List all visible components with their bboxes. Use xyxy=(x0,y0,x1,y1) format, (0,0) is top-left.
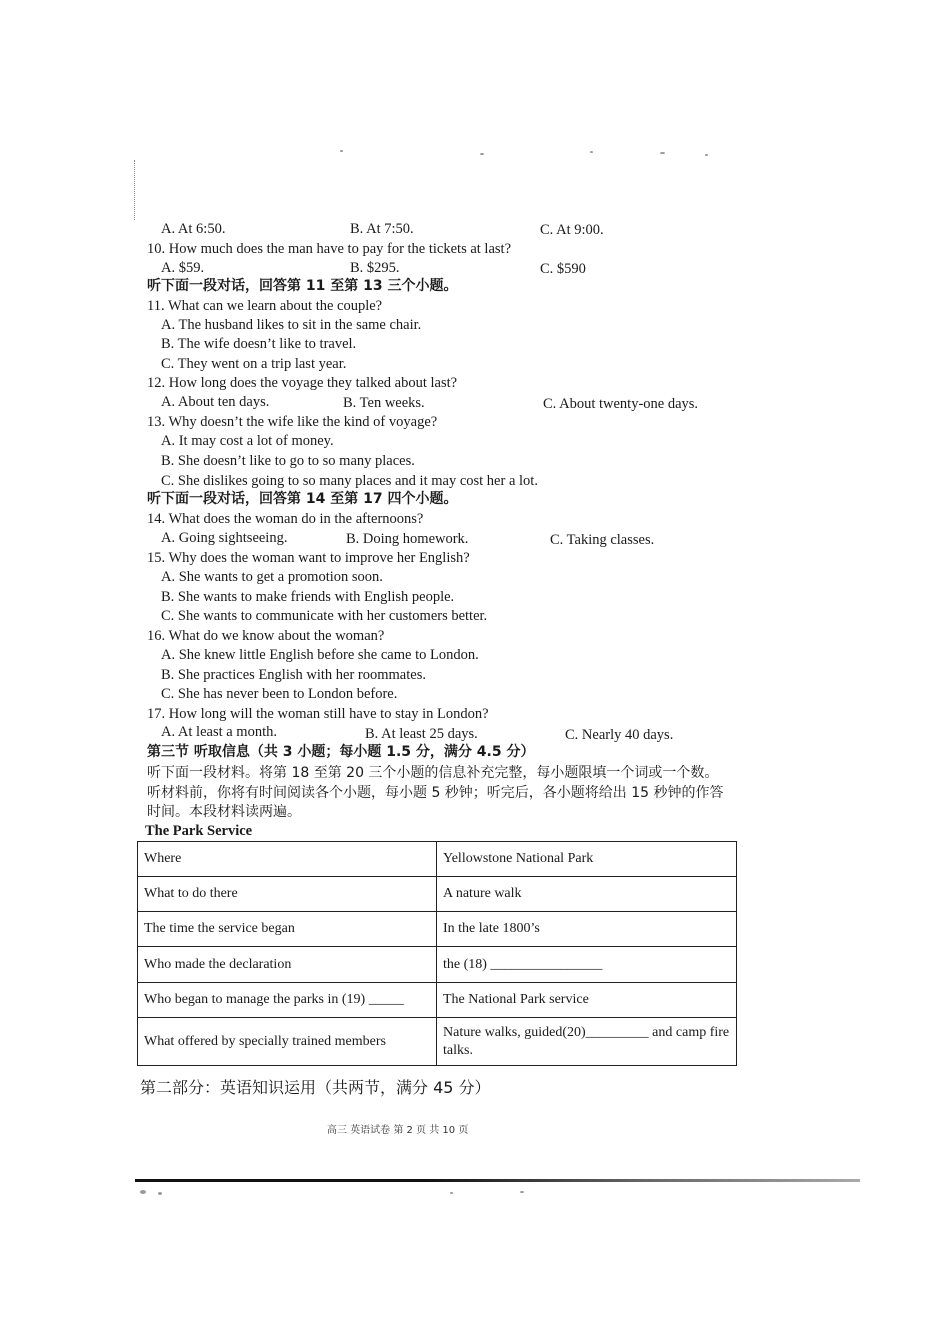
q16-option-a: A. She knew little English before she came to London. xyxy=(161,647,479,663)
q11-option-a: A. The husband likes to sit in the same chair. xyxy=(161,317,422,333)
q9-option-c: C. At 9:00. xyxy=(540,222,604,238)
q17-option-b: B. At least 25 days. xyxy=(365,726,478,742)
scan-speck xyxy=(520,1191,524,1193)
table-cell-label: What to do there xyxy=(138,877,437,912)
q9-option-a: A. At 6:50. xyxy=(161,221,226,237)
section-3-title: 第三节 听取信息（共 3 小题；每小题 1.5 分，满分 4.5 分） xyxy=(147,744,535,760)
question-14: 14. What does the woman do in the afternoons? xyxy=(147,511,424,527)
q13-option-c: C. She dislikes going to so many places and it may cost her a lot. xyxy=(161,473,538,489)
q12-option-a: A. About ten days. xyxy=(161,394,270,410)
question-10: 10. How much does the man have to pay for the tickets at last? xyxy=(147,241,512,257)
scan-speck xyxy=(590,151,593,153)
section-3-instruction-3: 时间。本段材料读两遍。 xyxy=(147,804,301,820)
blank-20-cell: Nature walks, guided(20)_________ and camp fire talks. xyxy=(437,1018,737,1066)
q14-option-b: B. Doing homework. xyxy=(346,531,469,547)
q10-option-c: C. $590 xyxy=(540,261,586,277)
question-12: 12. How long does the voyage they talked about last? xyxy=(147,375,458,391)
q11-option-c: C. They went on a trip last year. xyxy=(161,356,347,372)
table-title: The Park Service xyxy=(145,823,253,839)
table-cell-label: Where xyxy=(138,842,437,877)
table-row xyxy=(138,912,737,947)
question-15: 15. Why does the woman want to improve her English? xyxy=(147,550,470,566)
q13-option-a: A. It may cost a lot of money. xyxy=(161,433,334,449)
directions-14-17: 听下面一段对话，回答第 14 至第 17 四个小题。 xyxy=(147,491,458,507)
question-13: 13. Why doesn’t the wife like the kind of voyage? xyxy=(147,414,438,430)
table-row xyxy=(138,983,737,1018)
directions-11-13: 听下面一段对话，回答第 11 至第 13 三个小题。 xyxy=(147,278,458,294)
table-cell-value: In the late 1800’s xyxy=(437,912,737,947)
scan-speck xyxy=(660,152,665,154)
page-footer: 高三 英语试卷 第 2 页 共 10 页 xyxy=(327,1125,469,1136)
table-row xyxy=(138,842,737,877)
q17-option-c: C. Nearly 40 days. xyxy=(565,727,674,743)
q15-option-b: B. She wants to make friends with English people. xyxy=(161,589,455,605)
scan-speck xyxy=(450,1192,453,1194)
scan-margin-marks xyxy=(134,160,137,220)
part-2-heading: 第二部分：英语知识运用（共两节，满分 45 分） xyxy=(140,1078,491,1097)
question-11: 11. What can we learn about the couple? xyxy=(147,298,383,314)
q13-option-b: B. She doesn’t like to go to so many places. xyxy=(161,453,415,469)
q10-option-b: B. $295. xyxy=(350,260,400,276)
table-cell-label: The time the service began xyxy=(138,912,437,947)
scan-speck xyxy=(140,1190,146,1194)
q12-option-b: B. Ten weeks. xyxy=(343,395,425,411)
q17-option-a: A. At least a month. xyxy=(161,724,277,740)
section-3-instruction-1: 听下面一段材料。将第 18 至第 20 三个小题的信息补充完整，每小题限填一个词或一个数。 xyxy=(147,765,719,781)
table-row xyxy=(138,877,737,912)
table-cell-value: A nature walk xyxy=(437,877,737,912)
table-cell-value: Yellowstone National Park xyxy=(437,842,737,877)
park-service-table xyxy=(137,841,737,1066)
table-cell-value: The National Park service xyxy=(437,983,737,1018)
scan-speck xyxy=(705,154,708,156)
scan-speck xyxy=(158,1192,162,1195)
table-row xyxy=(138,947,737,983)
scan-edge-line xyxy=(135,1179,860,1182)
q14-option-c: C. Taking classes. xyxy=(550,532,655,548)
q10-option-a: A. $59. xyxy=(161,260,205,276)
table-row xyxy=(138,1018,737,1066)
blank-19-cell: Who began to manage the parks in (19) _____ xyxy=(138,983,437,1018)
scan-speck xyxy=(480,153,484,155)
scan-speck xyxy=(340,150,343,152)
q16-option-c: C. She has never been to London before. xyxy=(161,686,398,702)
q9-option-b: B. At 7:50. xyxy=(350,221,414,237)
q11-option-b: B. The wife doesn’t like to travel. xyxy=(161,336,357,352)
q15-option-a: A. She wants to get a promotion soon. xyxy=(161,569,383,585)
table-cell-label: What offered by specially trained members xyxy=(138,1018,437,1066)
q12-option-c: C. About twenty-one days. xyxy=(543,396,699,412)
question-17: 17. How long will the woman still have to stay in London? xyxy=(147,706,489,722)
q15-option-c: C. She wants to communicate with her customers better. xyxy=(161,608,488,624)
q16-option-b: B. She practices English with her roommates. xyxy=(161,667,426,683)
blank-18-cell: the (18) ________________ xyxy=(437,947,737,983)
q14-option-a: A. Going sightseeing. xyxy=(161,530,288,546)
question-16: 16. What do we know about the woman? xyxy=(147,628,385,644)
table-cell-label: Who made the declaration xyxy=(138,947,437,983)
section-3-instruction-2: 听材料前，你将有时间阅读各个小题，每小题 5 秒钟；听完后，各小题将给出 15 秒钟的作答 xyxy=(147,785,724,801)
